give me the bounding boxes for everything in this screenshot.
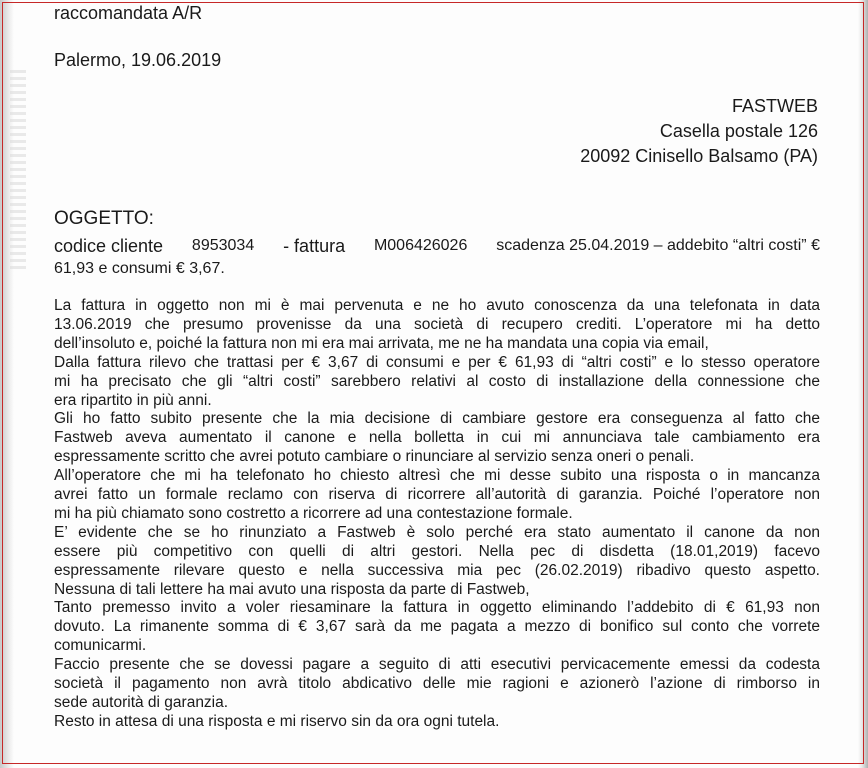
body-line: sede autorità di garanzia. bbox=[54, 693, 229, 711]
body-line: mi ha precisato che gli “altri costi” sarebbero relativi al costo di installazione della connessione che bbox=[54, 372, 820, 390]
subject-line-1 bbox=[54, 237, 820, 255]
body-line: essere più competitivo con quelli di altri gestori. Nella pec di disdetta (18.01,2019) facevo bbox=[54, 542, 820, 560]
body-line: espressamente scritto che avrei potuto cambiare o rinunciare al servizio senza oneri o penali. bbox=[54, 448, 695, 466]
body-line: espressamente rilevare questo e nella successiva mia pec (26.02.2019) ribadivo questo aspetto. bbox=[54, 561, 820, 579]
subject-title: OGGETTO: bbox=[54, 208, 154, 229]
body-line: era ripartito in più anni. bbox=[54, 391, 212, 409]
body-line: avrei fatto un formale reclamo con riserva di ricorrere all’autorità di garanzia. Poiché l’operatore non bbox=[54, 486, 820, 503]
subject-line-2: 61,93 e consumi € 3,67. bbox=[54, 260, 225, 277]
body-line: comunicarmi. bbox=[54, 637, 147, 655]
subject-due-and-charge: scadenza 25.04.2019 – addebito “altri costi” € bbox=[496, 237, 820, 254]
body-line: Resto in attesa di una risposta e mi riservo sin da ora ogni tutela. bbox=[54, 712, 500, 730]
body-line: Dalla fattura rilevo che trattasi per € 3,67 di consumi e per € 61,93 di “altri costi” e lo stesso operatore bbox=[54, 353, 820, 371]
recipient-name: FASTWEB bbox=[731, 96, 818, 116]
body-line: Faccio presente che se dovessi pagare a seguito di atti esecutivi pervicacemente emessi da codesta bbox=[54, 656, 820, 674]
body-line: dell’insoluto e, poiché la fattura non mi era mai arrivata, me ne ha mandata una copia via email, bbox=[54, 334, 709, 352]
recipient-address-line2: 20092 Cinisello Balsamo (PA) bbox=[580, 146, 818, 166]
body-line: Fastweb aveva aumentato il canone e nella bolletta in cui mi annunciava tale cambiamento era bbox=[54, 429, 820, 447]
body-line: La fattura in oggetto non mi è mai pervenuta e ne ho avuto conoscenza da una telefonata in data bbox=[54, 297, 820, 314]
scan-right-edge bbox=[858, 0, 868, 768]
body-line: Tanto premesso invito a voler riesaminare la fattura in oggetto eliminando l’addebito di € 61,93 non bbox=[54, 599, 820, 617]
body-line: Nessuna di tali lettere ha mai avuto una risposta da parte di Fastweb, bbox=[54, 580, 530, 598]
subject-client-code: 8953034 bbox=[191, 237, 255, 254]
body-line: società il pagamento non avrà titolo abdicativo delle mie ragioni e azionerò l’azione di rimborso in bbox=[54, 675, 820, 692]
registered-mail-label: raccomandata A/R bbox=[54, 3, 203, 23]
subject-invoice-label: - fattura bbox=[283, 236, 346, 256]
recipient-address-line1: Casella postale 126 bbox=[659, 121, 818, 141]
place-date: Palermo, 19.06.2019 bbox=[54, 50, 222, 70]
subject-invoice-number: M006426026 bbox=[373, 237, 468, 254]
body-line: All’operatore che mi ha telefonato ho chiesto altresì che mi desse subito una risposta o in mancanza bbox=[54, 467, 820, 485]
body-line: E’ evidente che se ho rinunziato a Fastweb è solo perché era stato aumentato il canone da non bbox=[54, 523, 820, 541]
body-line: Gli ho fatto subito presente che la mia decisione di cambiare gestore era conseguenza al fatto che bbox=[54, 410, 820, 428]
scan-bleed-mark bbox=[10, 70, 26, 270]
body-line: dovuto. La rimanente somma di € 3,67 sarà da me pagata a mezzo di bonifico sul conto che vorrete bbox=[54, 618, 820, 636]
body-line: mi ha più chiamato sono costretto a ricorrere ad una contestazione formale. bbox=[54, 504, 573, 522]
body-line: 13.06.2019 che presumo provenisse da una società di recupero crediti. L’operatore mi ha detto bbox=[54, 315, 820, 333]
subject-client-code-label: codice cliente bbox=[54, 236, 164, 256]
